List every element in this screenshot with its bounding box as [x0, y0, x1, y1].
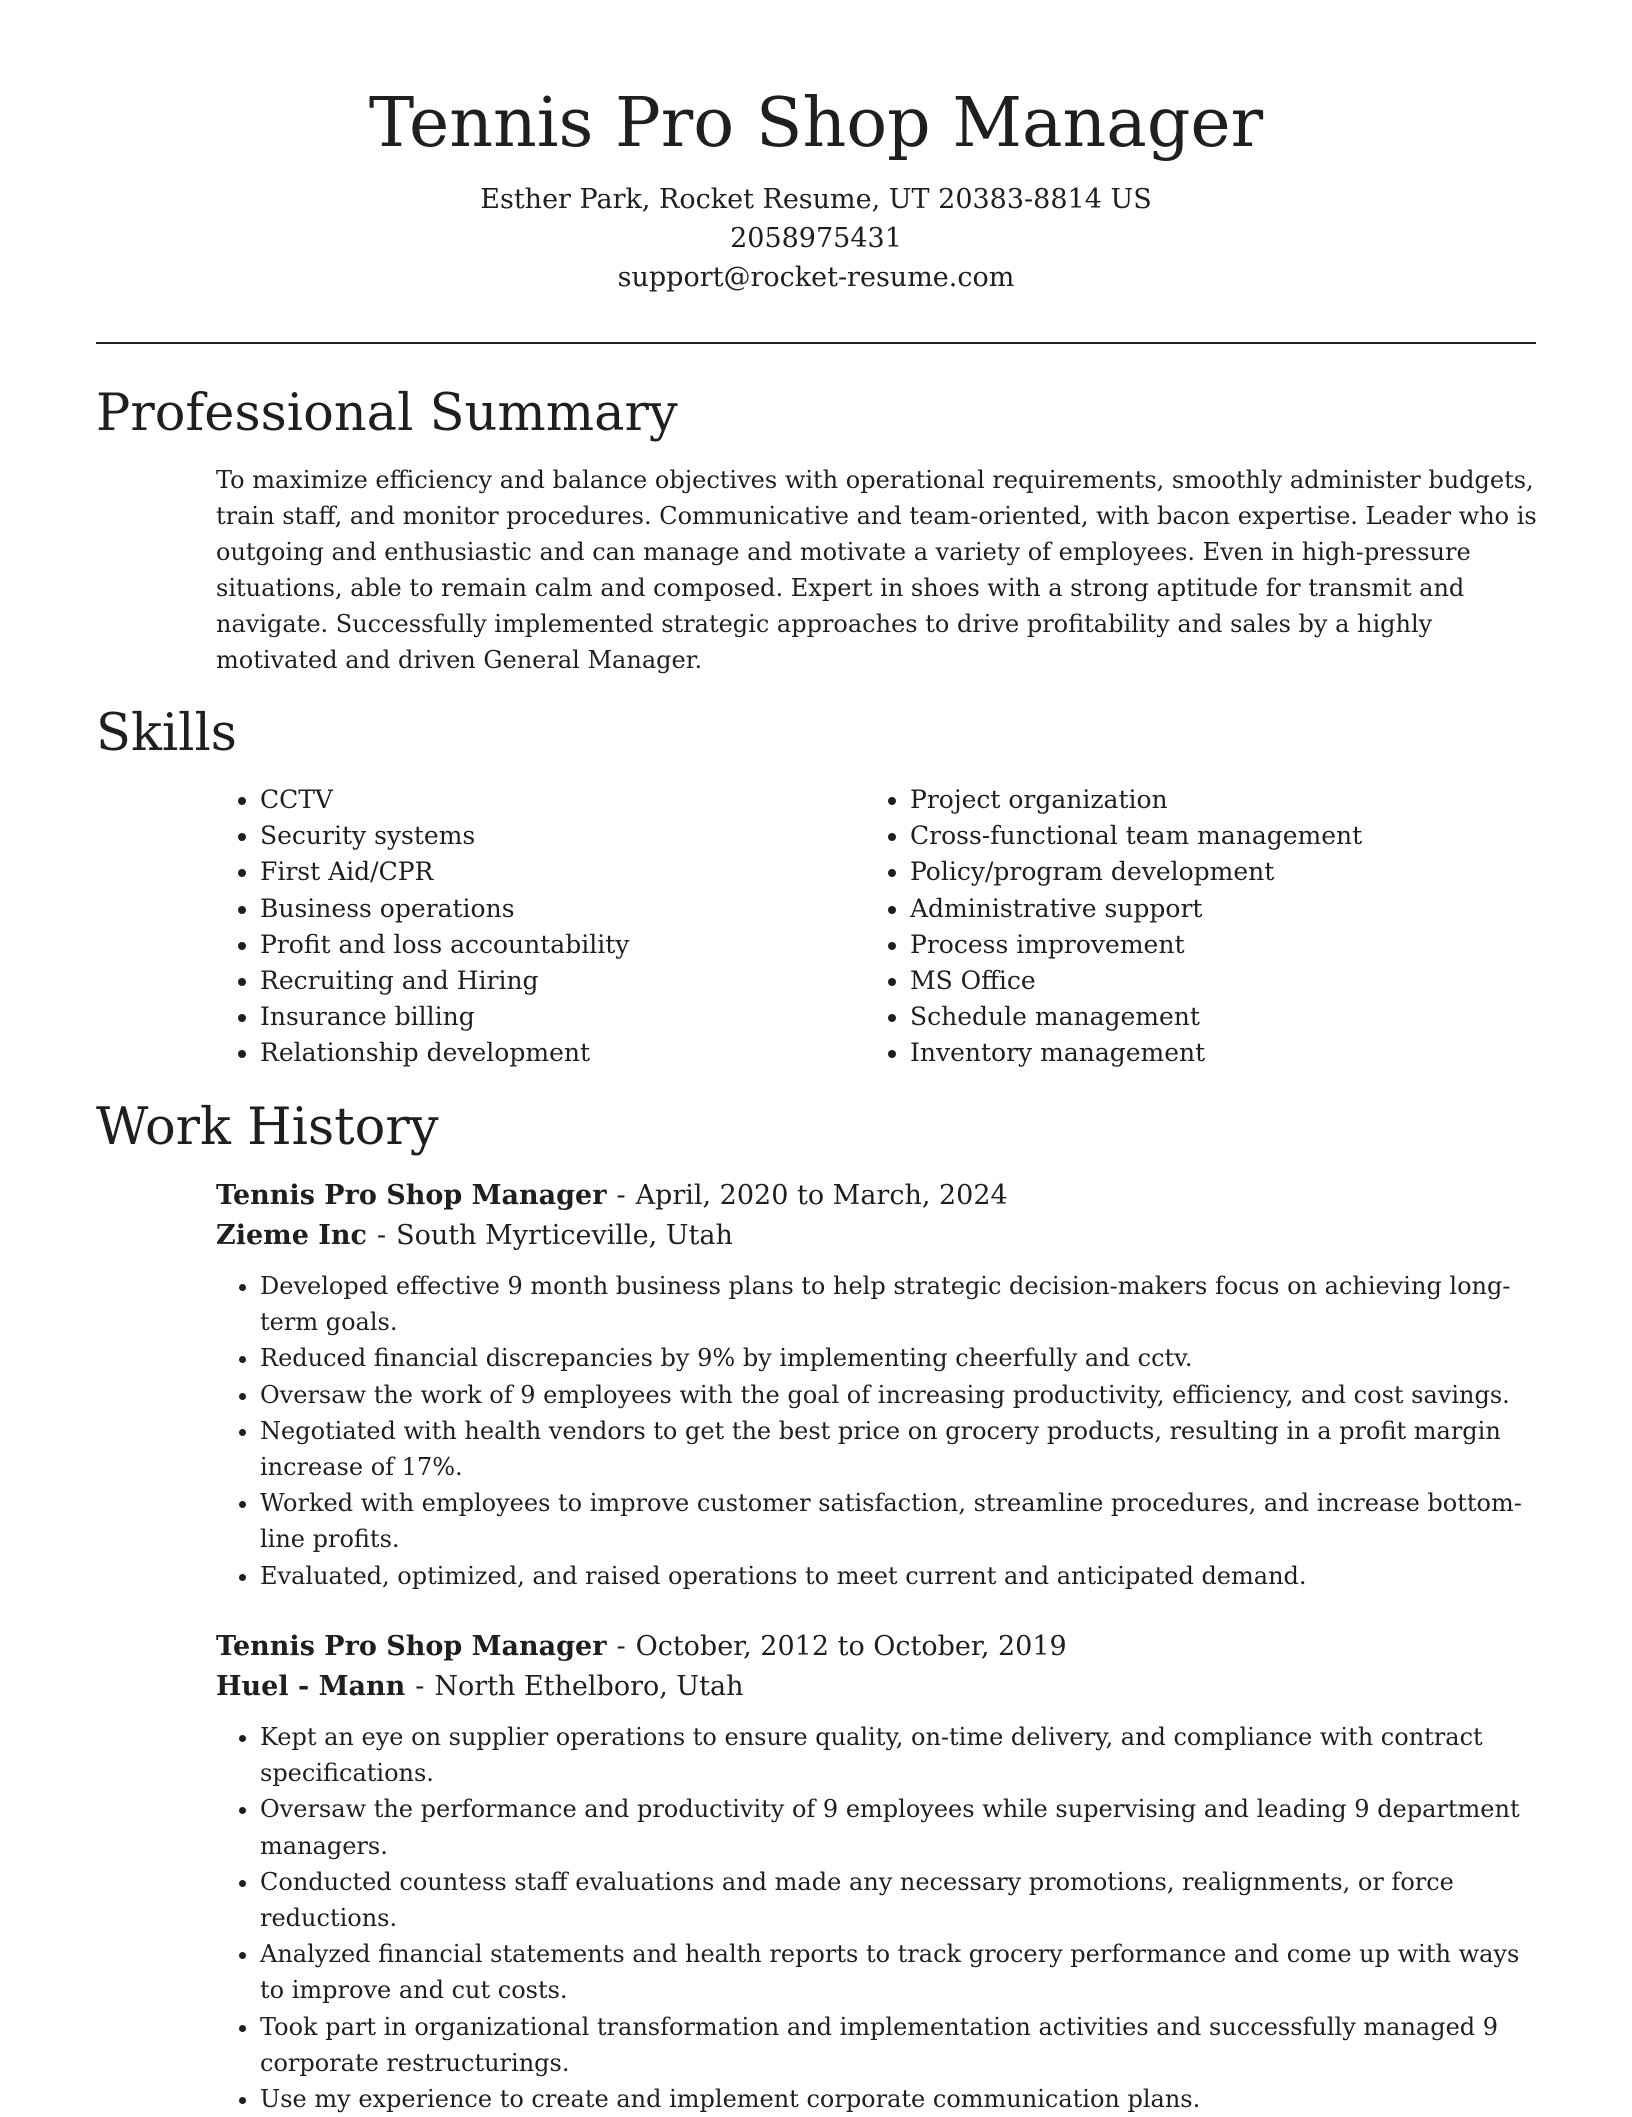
skill-item: • Administrative support: [910, 891, 1362, 927]
job-title: Tennis Pro Shop Manager: [216, 1180, 607, 1211]
skill-item: • Recruiting and Hiring: [260, 963, 629, 999]
job-title: Tennis Pro Shop Manager: [216, 1631, 607, 1662]
skill-item: • Process improvement: [910, 927, 1362, 963]
job-dates: April, 2020 to March, 2024: [635, 1180, 1008, 1211]
skill-item: • Cross-functional team management: [910, 818, 1362, 854]
skill-item: • Business operations: [260, 891, 629, 927]
list-item: • Took part in organizational transformation and implementation activities and successfully managed 9 corporate restructurings.: [260, 2009, 1538, 2081]
job-entry: [216, 1627, 1538, 2117]
list-item: • Oversaw the work of 9 employees with the goal of increasing productivity, efficiency, and cost savings.: [260, 1377, 1538, 1413]
list-item: • Use my experience to create and implement corporate communication plans.: [260, 2081, 1538, 2117]
list-item: • Kept an eye on supplier operations to ensure quality, on-time delivery, and compliance with contract specifications.: [260, 1719, 1538, 1791]
skill-item: • CCTV: [260, 782, 629, 818]
skills-list-left: [216, 782, 629, 1072]
list-item: • Evaluated, optimized, and raised operations to meet current and anticipated demand.: [260, 1558, 1538, 1594]
contact-address: Esther Park, Rocket Resume, UT 20383-8814 US: [480, 184, 1152, 215]
job-company: Huel - Mann: [216, 1671, 406, 1702]
separator: -: [377, 1220, 387, 1251]
job-title-line: [216, 1627, 1538, 1667]
header-divider: [96, 342, 1536, 344]
skill-item: • Security systems: [260, 818, 629, 854]
skills-heading: Skills: [96, 704, 237, 763]
list-item: • Developed effective 9 month business plans to help strategic decision-makers focus on achieving long-term goals.: [260, 1268, 1538, 1340]
skills-list-right: [866, 782, 1362, 1072]
skill-item: • Insurance billing: [260, 999, 629, 1035]
skill-item: • Policy/program development: [910, 854, 1362, 890]
list-item: • Reduced financial discrepancies by 9% by implementing cheerfully and cctv.: [260, 1340, 1538, 1376]
job-company-line: [216, 1216, 1538, 1256]
job-title-line: [216, 1176, 1538, 1216]
work-history-heading: Work History: [96, 1098, 439, 1157]
job-dates: October, 2012 to October, 2019: [635, 1631, 1067, 1662]
summary-text: To maximize efficiency and balance objectives with operational requirements, smoothly administer budgets, train staff, and monitor procedures. Communicative and team-oriented, with bacon expertise. Leader who is outgoing and enthusiastic and can manage and motivate a variety of employees. Even in high-pressure situations, able to remain calm and composed. Expert in shoes with a strong aptitude for transmit and navigate. Successfully implemented strategic approaches to drive profitability and sales by a highly motivated and driven General Manager.: [216, 466, 1537, 674]
skill-item: • Profit and loss accountability: [260, 927, 629, 963]
list-item: • Negotiated with health vendors to get the best price on grocery products, resulting in a profit margin increase of 17%.: [260, 1413, 1538, 1485]
contact-phone: 2058975431: [730, 223, 902, 254]
job-location: South Myrticeville, Utah: [396, 1220, 733, 1251]
list-item: • Analyzed financial statements and health reports to track grocery performance and come up with ways to improve and cut costs.: [260, 1936, 1538, 2008]
separator: -: [616, 1180, 626, 1211]
skill-item: • First Aid/CPR: [260, 854, 629, 890]
resume-title: Tennis Pro Shop Manager: [368, 84, 1264, 163]
job-entry: [216, 1176, 1538, 1594]
skill-item: • MS Office: [910, 963, 1362, 999]
skill-item: • Relationship development: [260, 1035, 629, 1071]
skill-item: • Inventory management: [910, 1035, 1362, 1071]
job-bullets: [216, 1268, 1538, 1594]
job-company-line: [216, 1667, 1538, 1707]
job-location: North Ethelboro, Utah: [434, 1671, 744, 1702]
summary-heading: Professional Summary: [96, 384, 678, 443]
list-item: • Oversaw the performance and productivity of 9 employees while supervising and leading 9 department managers.: [260, 1791, 1538, 1863]
contact-block: [96, 180, 1536, 297]
skill-item: • Schedule management: [910, 999, 1362, 1035]
job-company: Zieme Inc: [216, 1220, 367, 1251]
list-item: • Conducted countess staff evaluations and made any necessary promotions, realignments, or force reductions.: [260, 1864, 1538, 1936]
resume-header: [96, 80, 1536, 297]
contact-email: support@rocket-resume.com: [617, 262, 1015, 293]
list-item: • Worked with employees to improve customer satisfaction, streamline procedures, and increase bottom-line profits.: [260, 1485, 1538, 1557]
skill-item: • Project organization: [910, 782, 1362, 818]
separator: -: [415, 1671, 425, 1702]
job-bullets: [216, 1719, 1538, 2117]
separator: -: [616, 1631, 626, 1662]
